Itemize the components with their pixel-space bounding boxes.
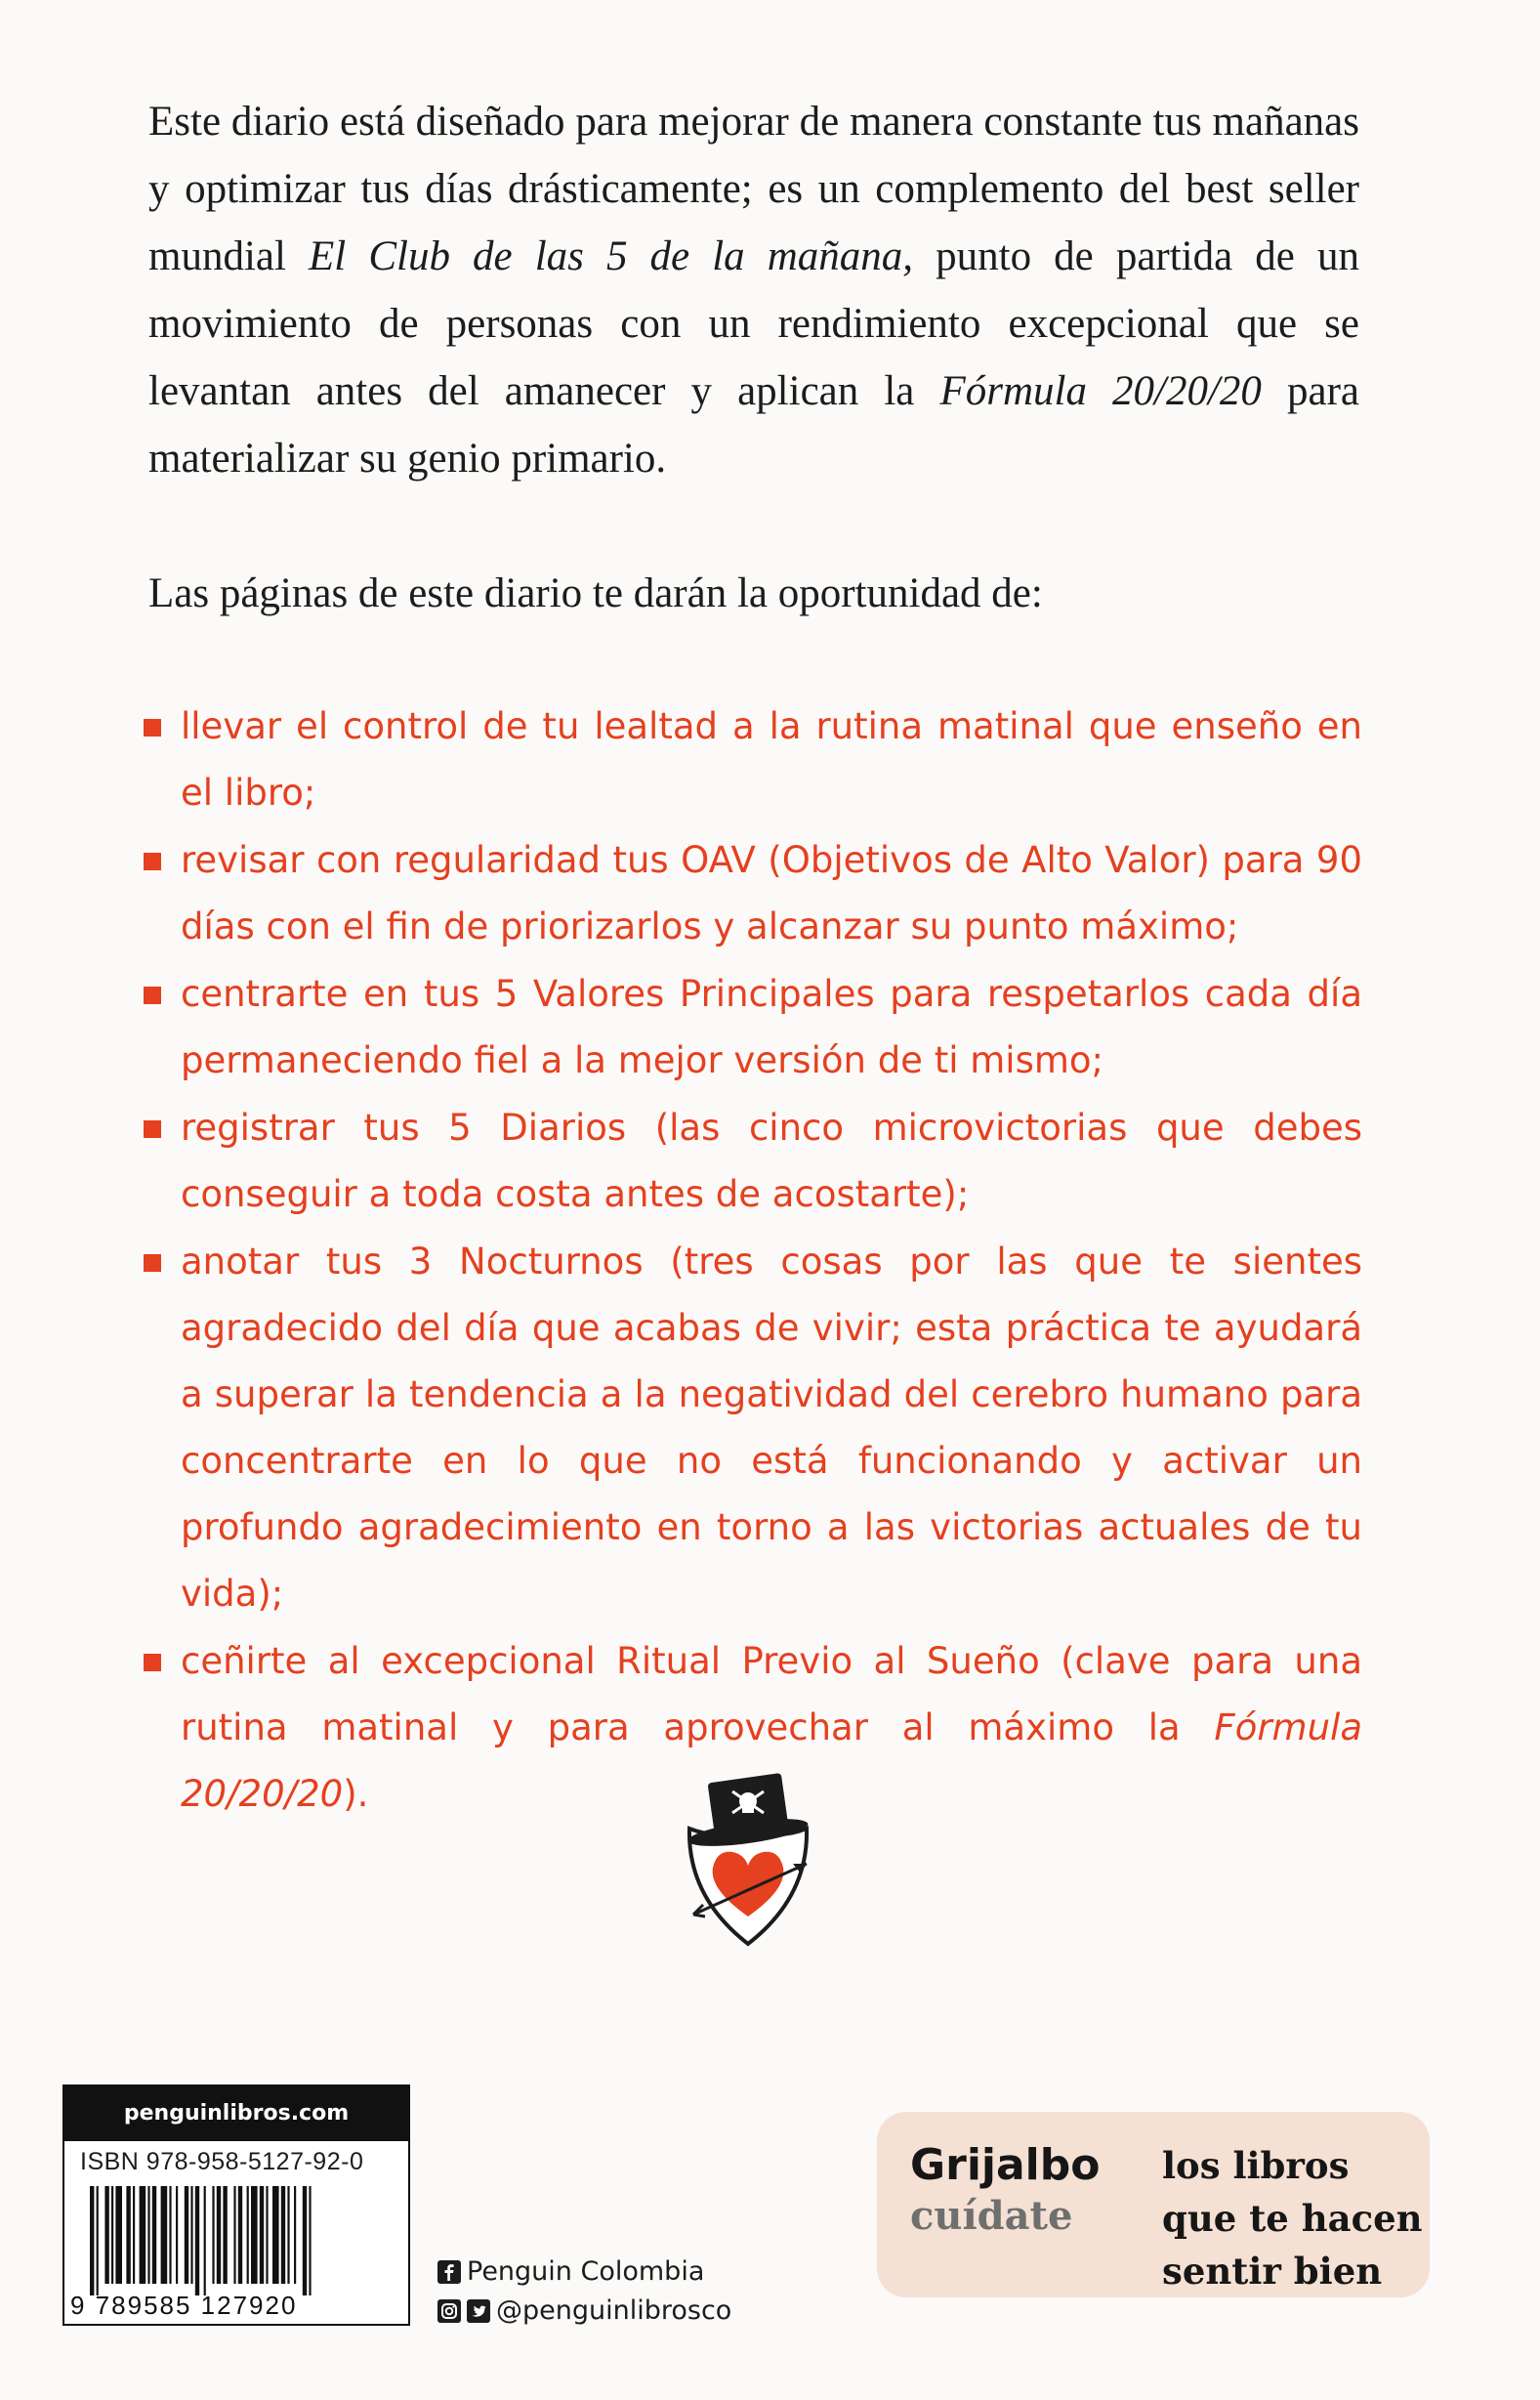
barcode-bar — [223, 2186, 227, 2284]
handle-row — [437, 2292, 731, 2331]
bullet-square-icon — [144, 987, 161, 1004]
facebook-page-name: Penguin Colombia — [467, 2256, 705, 2287]
tagline-line: los libros — [1162, 2144, 1350, 2187]
barcode-bar — [309, 2186, 311, 2295]
barcode-bar — [152, 2186, 156, 2284]
barcode-bar — [294, 2186, 296, 2284]
barcode-bar — [204, 2186, 206, 2295]
benefits-list — [142, 694, 1362, 1829]
barcode-icon — [64, 2182, 408, 2324]
club-emblem-icon — [670, 1770, 826, 1952]
list-item-text: llevar el control de tu lealtad a la rutina matinal que enseño en el libro; — [181, 705, 1362, 814]
barcode-bar — [111, 2186, 113, 2284]
imprint-name: Grijalbo — [910, 2140, 1101, 2190]
intro-text-1: Este diario está diseñado para mejorar de manera constante tus mañanas y optimizar tus días drásticamente; es un complemento del best seller mundial — [148, 99, 1359, 279]
social-handle: @penguinlibrosco — [496, 2295, 732, 2326]
formula-name: Fórmula 20/20/20 — [939, 368, 1262, 414]
isbn-number: ISBN 978-958-5127-92-0 — [80, 2148, 364, 2175]
list-item — [142, 827, 1362, 960]
list-item-text: revisar con regularidad tus OAV (Objetivos de Alto Valor) para 90 días con el fin de priorizarlos y alcanzar su punto máximo; — [181, 839, 1362, 947]
barcode-block — [62, 2084, 410, 2326]
barcode-bar — [126, 2186, 130, 2284]
bullet-square-icon — [144, 1120, 161, 1138]
book-title: El Club de las 5 de la mañana, — [309, 233, 914, 279]
barcode-bar — [115, 2186, 122, 2284]
bullet-square-icon — [144, 1254, 161, 1272]
list-item-tail: ). — [343, 1773, 369, 1815]
imprint-tagline — [1162, 2139, 1423, 2297]
imprint-logo — [910, 2139, 1100, 2241]
instagram-icon — [437, 2299, 461, 2323]
barcode-bar — [272, 2186, 279, 2284]
social-links — [437, 2253, 731, 2331]
intro-text-3: para materializar su genio primario. — [148, 368, 1359, 482]
barcode-bar — [195, 2186, 199, 2295]
intro-paragraph — [148, 88, 1359, 492]
list-item — [142, 1095, 1362, 1228]
imprint-badge — [877, 2112, 1430, 2297]
list-item-text: registrar tus 5 Diarios (las cinco microvictorias que debes conseguir a toda costa antes de acostarte); — [181, 1107, 1362, 1215]
barcode-bar — [233, 2186, 235, 2284]
intro-text-2: punto de partida de un movimiento de personas con un rendimiento excepcional que se levantan antes del amanecer y aplican la — [148, 233, 1359, 414]
facebook-icon — [437, 2260, 461, 2284]
tagline-line: sentir bien — [1162, 2250, 1383, 2293]
barcode-digits: 9 789585 127920 — [70, 2291, 298, 2320]
lead-sentence: Las páginas de este diario te darán la oportunidad de: — [148, 570, 1043, 616]
bullet-square-icon — [144, 1654, 161, 1671]
barcode-bar — [133, 2186, 135, 2284]
barcode-bar — [238, 2186, 242, 2284]
list-item — [142, 961, 1362, 1094]
bullet-square-icon — [144, 853, 161, 870]
barcode-bar — [161, 2186, 168, 2284]
bullet-square-icon — [144, 719, 161, 737]
barcode-bar — [247, 2186, 249, 2284]
barcode-bar — [303, 2186, 307, 2295]
list-item-text: anotar tus 3 Nocturnos (tres cosas por las que te sientes agradecido del día que acabas de vivir; esta práctica te ayudará a superar la tendencia a la negatividad del cerebro humano para concentrarte en lo que no está funcionando y activar un profundo agradecimiento en torno a las victorias actuales de tu vida); — [181, 1241, 1362, 1615]
barcode-bar — [190, 2186, 192, 2284]
barcode-bar — [147, 2186, 149, 2284]
tagline-line: que te hacen — [1162, 2197, 1423, 2240]
barcode-bar — [251, 2186, 258, 2284]
list-item — [142, 694, 1362, 826]
barcode-bar — [104, 2186, 108, 2284]
barcode-bar — [266, 2186, 268, 2284]
list-item-text: ceñirte al excepcional Ritual Previo al Sueño (clave para una rutina matinal y para aprovechar al máximo la — [181, 1640, 1362, 1748]
barcode-bar — [287, 2186, 289, 2284]
list-item-italic: Fórmula 20/20/20 — [181, 1706, 1362, 1815]
barcode-bar — [281, 2186, 285, 2284]
list-item — [142, 1229, 1362, 1627]
twitter-icon — [467, 2299, 490, 2323]
barcode-bar — [140, 2186, 146, 2284]
barcode-bar — [90, 2186, 94, 2295]
publisher-website: penguinlibros.com — [64, 2086, 408, 2141]
barcode-bar — [185, 2186, 188, 2284]
barcode-bar — [212, 2186, 214, 2284]
barcode-bar — [169, 2186, 171, 2284]
list-item-text: centrarte en tus 5 Valores Principales para respetarlos cada día permaneciendo fiel a la mejor versión de ti mismo; — [181, 973, 1362, 1081]
barcode-bar — [176, 2186, 178, 2284]
barcode-bar — [260, 2186, 264, 2284]
facebook-row — [437, 2253, 731, 2292]
imprint-collection: cuídate — [910, 2193, 1073, 2239]
barcode-bar — [217, 2186, 221, 2284]
barcode-bar — [97, 2186, 99, 2295]
